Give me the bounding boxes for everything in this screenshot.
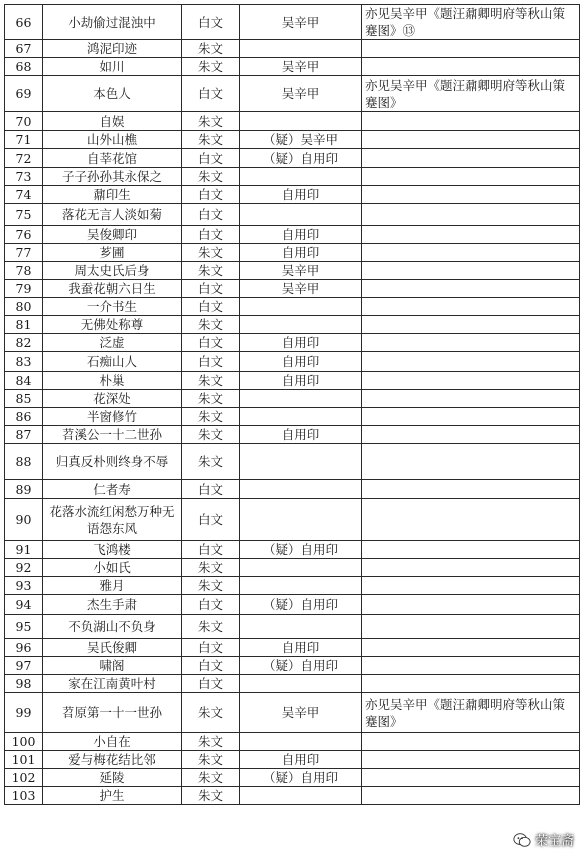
seal-note — [362, 226, 580, 244]
seal-user — [240, 316, 362, 334]
wechat-icon — [513, 831, 531, 849]
seal-number: 92 — [5, 559, 43, 577]
seal-inscription: 吴俊卿印 — [43, 226, 182, 244]
seal-user: 吴辛甲 — [240, 76, 362, 112]
seal-note — [362, 615, 580, 639]
seal-user: 自用印 — [240, 639, 362, 657]
seal-note — [362, 480, 580, 499]
seal-inscription: 泛虚 — [43, 334, 182, 352]
watermark — [513, 830, 574, 849]
seal-note — [362, 444, 580, 480]
table-row — [5, 769, 580, 787]
seal-number: 71 — [5, 131, 43, 149]
table-row — [5, 5, 580, 40]
seal-style: 朱文 — [182, 58, 240, 76]
seal-note — [362, 149, 580, 168]
seal-user — [240, 112, 362, 131]
seal-number: 70 — [5, 112, 43, 131]
seal-style: 朱文 — [182, 615, 240, 639]
seal-user: 自用印 — [240, 186, 362, 204]
seal-note — [362, 408, 580, 426]
seal-number: 99 — [5, 693, 43, 733]
table-row — [5, 40, 580, 58]
seal-number: 98 — [5, 675, 43, 693]
seal-user: （疑）自用印 — [240, 595, 362, 615]
seal-user — [240, 168, 362, 186]
seal-inscription: 小如氏 — [43, 559, 182, 577]
seal-inscription: 自娱 — [43, 112, 182, 131]
seal-style: 朱文 — [182, 769, 240, 787]
seal-style: 白文 — [182, 280, 240, 298]
seal-style: 白文 — [182, 675, 240, 693]
seal-user: 吴辛甲 — [240, 5, 362, 40]
seal-inscription: 苕溪公一十二世孙 — [43, 426, 182, 444]
seal-note: 亦见吴辛甲《题汪鼐卿明府等秋山策蹇图》⑬ — [362, 5, 580, 40]
table-row — [5, 226, 580, 244]
table-row — [5, 244, 580, 262]
seal-style: 白文 — [182, 499, 240, 541]
seal-user: 自用印 — [240, 226, 362, 244]
seal-number: 101 — [5, 751, 43, 769]
seal-note — [362, 675, 580, 693]
seal-user — [240, 40, 362, 58]
table-row — [5, 316, 580, 334]
table-row — [5, 408, 580, 426]
seal-note — [362, 426, 580, 444]
seal-number: 85 — [5, 390, 43, 408]
seal-user: 吴辛甲 — [240, 693, 362, 733]
seal-number: 66 — [5, 5, 43, 40]
table-row — [5, 168, 580, 186]
seal-style: 朱文 — [182, 316, 240, 334]
seal-number: 88 — [5, 444, 43, 480]
seal-note — [362, 390, 580, 408]
table-row — [5, 615, 580, 639]
seal-inscription: 石痴山人 — [43, 352, 182, 372]
seal-style: 朱文 — [182, 112, 240, 131]
table-row — [5, 186, 580, 204]
seal-note: 亦见吴辛甲《题汪鼐卿明府等秋山策蹇图》 — [362, 693, 580, 733]
seal-note — [362, 40, 580, 58]
seal-number: 69 — [5, 76, 43, 112]
seal-inscription: 爱与梅花结比邻 — [43, 751, 182, 769]
seal-style: 白文 — [182, 204, 240, 226]
seal-note: 亦见吴辛甲《题汪鼐卿明府等秋山策蹇图》 — [362, 76, 580, 112]
seal-user: （疑）自用印 — [240, 769, 362, 787]
table-row — [5, 787, 580, 805]
table-row — [5, 334, 580, 352]
seal-style: 朱文 — [182, 444, 240, 480]
seal-style: 白文 — [182, 5, 240, 40]
table-row — [5, 372, 580, 390]
seal-style: 朱文 — [182, 733, 240, 751]
seal-inscription: 花落水流红闲愁万种无语怨东风 — [43, 499, 182, 541]
seal-number: 93 — [5, 577, 43, 595]
seal-user: （疑）自用印 — [240, 657, 362, 675]
seal-user — [240, 499, 362, 541]
seal-user — [240, 559, 362, 577]
seal-inscription: 小自在 — [43, 733, 182, 751]
table-row — [5, 733, 580, 751]
seal-inscription: 雅月 — [43, 577, 182, 595]
table-row — [5, 541, 580, 559]
seal-user: 自用印 — [240, 244, 362, 262]
seal-style: 朱文 — [182, 408, 240, 426]
table-row — [5, 280, 580, 298]
seal-style: 朱文 — [182, 751, 240, 769]
seal-inscription: 自莘花馆 — [43, 149, 182, 168]
table-row — [5, 751, 580, 769]
seal-user: 吴辛甲 — [240, 262, 362, 280]
seal-inscription: 一介书生 — [43, 298, 182, 316]
seal-user — [240, 733, 362, 751]
seal-inscription: 鸿泥印迹 — [43, 40, 182, 58]
seal-number: 97 — [5, 657, 43, 675]
seal-number: 68 — [5, 58, 43, 76]
seal-number: 79 — [5, 280, 43, 298]
table-row — [5, 595, 580, 615]
seal-style: 朱文 — [182, 244, 240, 262]
seal-inscription: 朴巢 — [43, 372, 182, 390]
table-row — [5, 131, 580, 149]
seal-note — [362, 298, 580, 316]
seal-note — [362, 58, 580, 76]
seal-number: 86 — [5, 408, 43, 426]
table-row — [5, 499, 580, 541]
seal-style: 朱文 — [182, 787, 240, 805]
seal-user — [240, 390, 362, 408]
seal-note — [362, 244, 580, 262]
seal-number: 95 — [5, 615, 43, 639]
table-row — [5, 262, 580, 280]
table-row — [5, 112, 580, 131]
seal-inscription: 延陵 — [43, 769, 182, 787]
seal-inscription: 护生 — [43, 787, 182, 805]
seal-inscription: 如川 — [43, 58, 182, 76]
seal-number: 75 — [5, 204, 43, 226]
seal-number: 90 — [5, 499, 43, 541]
seal-number: 91 — [5, 541, 43, 559]
seal-style: 白文 — [182, 186, 240, 204]
table-row — [5, 204, 580, 226]
seal-style: 白文 — [182, 480, 240, 499]
seal-style: 朱文 — [182, 390, 240, 408]
seal-note — [362, 262, 580, 280]
seal-note — [362, 733, 580, 751]
table-row — [5, 675, 580, 693]
seal-style: 白文 — [182, 657, 240, 675]
seal-number: 80 — [5, 298, 43, 316]
seal-inscription: 家在江南黄叶村 — [43, 675, 182, 693]
seal-user — [240, 615, 362, 639]
seal-number: 100 — [5, 733, 43, 751]
seal-number: 72 — [5, 149, 43, 168]
seal-note — [362, 334, 580, 352]
seal-user: 自用印 — [240, 372, 362, 390]
table-row — [5, 298, 580, 316]
seal-user: （疑）自用印 — [240, 149, 362, 168]
seal-user — [240, 444, 362, 480]
seal-style: 朱文 — [182, 40, 240, 58]
seal-style: 白文 — [182, 352, 240, 372]
seal-number: 76 — [5, 226, 43, 244]
seal-inscription: 吴氏俊卿 — [43, 639, 182, 657]
seal-note — [362, 499, 580, 541]
seal-style: 朱文 — [182, 693, 240, 733]
table-row — [5, 480, 580, 499]
seal-number: 74 — [5, 186, 43, 204]
seal-number: 84 — [5, 372, 43, 390]
seal-inscription: 山外山樵 — [43, 131, 182, 149]
seal-inscription: 啸阁 — [43, 657, 182, 675]
seal-number: 89 — [5, 480, 43, 499]
seal-note — [362, 204, 580, 226]
seal-note — [362, 657, 580, 675]
seal-note — [362, 280, 580, 298]
seal-style: 朱文 — [182, 577, 240, 595]
table-row — [5, 639, 580, 657]
table-row — [5, 657, 580, 675]
seal-inscription: 花深处 — [43, 390, 182, 408]
seal-note — [362, 541, 580, 559]
seal-style: 白文 — [182, 334, 240, 352]
seal-style: 白文 — [182, 298, 240, 316]
table-row — [5, 390, 580, 408]
seal-note — [362, 787, 580, 805]
seal-inscription: 鼐印生 — [43, 186, 182, 204]
table-row — [5, 149, 580, 168]
seal-user — [240, 204, 362, 226]
seal-user — [240, 577, 362, 595]
seal-style: 白文 — [182, 76, 240, 112]
seal-number: 94 — [5, 595, 43, 615]
seal-number: 73 — [5, 168, 43, 186]
seal-user: 自用印 — [240, 426, 362, 444]
seal-number: 83 — [5, 352, 43, 372]
seal-number: 87 — [5, 426, 43, 444]
seal-inscription: 杰生手肃 — [43, 595, 182, 615]
seal-number: 103 — [5, 787, 43, 805]
seal-user: 吴辛甲 — [240, 58, 362, 76]
seal-style: 朱文 — [182, 426, 240, 444]
seal-number: 102 — [5, 769, 43, 787]
table-row — [5, 426, 580, 444]
seal-style: 白文 — [182, 595, 240, 615]
table-row — [5, 352, 580, 372]
seal-inscription: 归真反朴则终身不辱 — [43, 444, 182, 480]
seal-note — [362, 595, 580, 615]
seal-user: 自用印 — [240, 352, 362, 372]
seal-user: （疑）吴辛甲 — [240, 131, 362, 149]
seal-inscription: 本色人 — [43, 76, 182, 112]
seal-number: 81 — [5, 316, 43, 334]
table-row — [5, 76, 580, 112]
seal-style: 朱文 — [182, 262, 240, 280]
seal-note — [362, 131, 580, 149]
seal-user: 吴辛甲 — [240, 280, 362, 298]
seal-inscription: 飞鸿楼 — [43, 541, 182, 559]
seal-note — [362, 112, 580, 131]
seal-table — [4, 4, 580, 805]
seal-table-body — [5, 5, 580, 805]
table-row — [5, 58, 580, 76]
seal-inscription: 仁者寿 — [43, 480, 182, 499]
seal-number: 78 — [5, 262, 43, 280]
seal-user: （疑）自用印 — [240, 541, 362, 559]
seal-user — [240, 787, 362, 805]
seal-number: 96 — [5, 639, 43, 657]
seal-note — [362, 316, 580, 334]
table-row — [5, 577, 580, 595]
seal-inscription: 无佛处称尊 — [43, 316, 182, 334]
seal-note — [362, 751, 580, 769]
seal-style: 朱文 — [182, 559, 240, 577]
table-row — [5, 693, 580, 733]
seal-user — [240, 675, 362, 693]
table-row — [5, 559, 580, 577]
seal-style: 白文 — [182, 639, 240, 657]
seal-user: 自用印 — [240, 751, 362, 769]
seal-inscription: 周太史氏后身 — [43, 262, 182, 280]
seal-note — [362, 769, 580, 787]
seal-note — [362, 168, 580, 186]
seal-inscription: 我蚕花朝六日生 — [43, 280, 182, 298]
seal-style: 朱文 — [182, 131, 240, 149]
seal-note — [362, 639, 580, 657]
seal-note — [362, 186, 580, 204]
seal-inscription: 苕原第一十一世孙 — [43, 693, 182, 733]
seal-style: 朱文 — [182, 372, 240, 390]
seal-note — [362, 372, 580, 390]
seal-style: 白文 — [182, 149, 240, 168]
seal-inscription: 落花无言人淡如菊 — [43, 204, 182, 226]
seal-user — [240, 298, 362, 316]
seal-note — [362, 577, 580, 595]
seal-style: 朱文 — [182, 168, 240, 186]
seal-number: 82 — [5, 334, 43, 352]
seal-inscription: 子子孙孙其永保之 — [43, 168, 182, 186]
seal-inscription: 半窗修竹 — [43, 408, 182, 426]
seal-inscription: 不负湖山不负身 — [43, 615, 182, 639]
seal-user — [240, 408, 362, 426]
table-row — [5, 444, 580, 480]
seal-user: 自用印 — [240, 334, 362, 352]
seal-style: 白文 — [182, 226, 240, 244]
seal-number: 67 — [5, 40, 43, 58]
seal-number: 77 — [5, 244, 43, 262]
seal-note — [362, 352, 580, 372]
seal-user — [240, 480, 362, 499]
seal-note — [362, 559, 580, 577]
watermark-label: 荣宝斋 — [534, 834, 574, 849]
seal-inscription: 芗圃 — [43, 244, 182, 262]
seal-style: 白文 — [182, 541, 240, 559]
seal-inscription: 小劫偷过混浊中 — [43, 5, 182, 40]
